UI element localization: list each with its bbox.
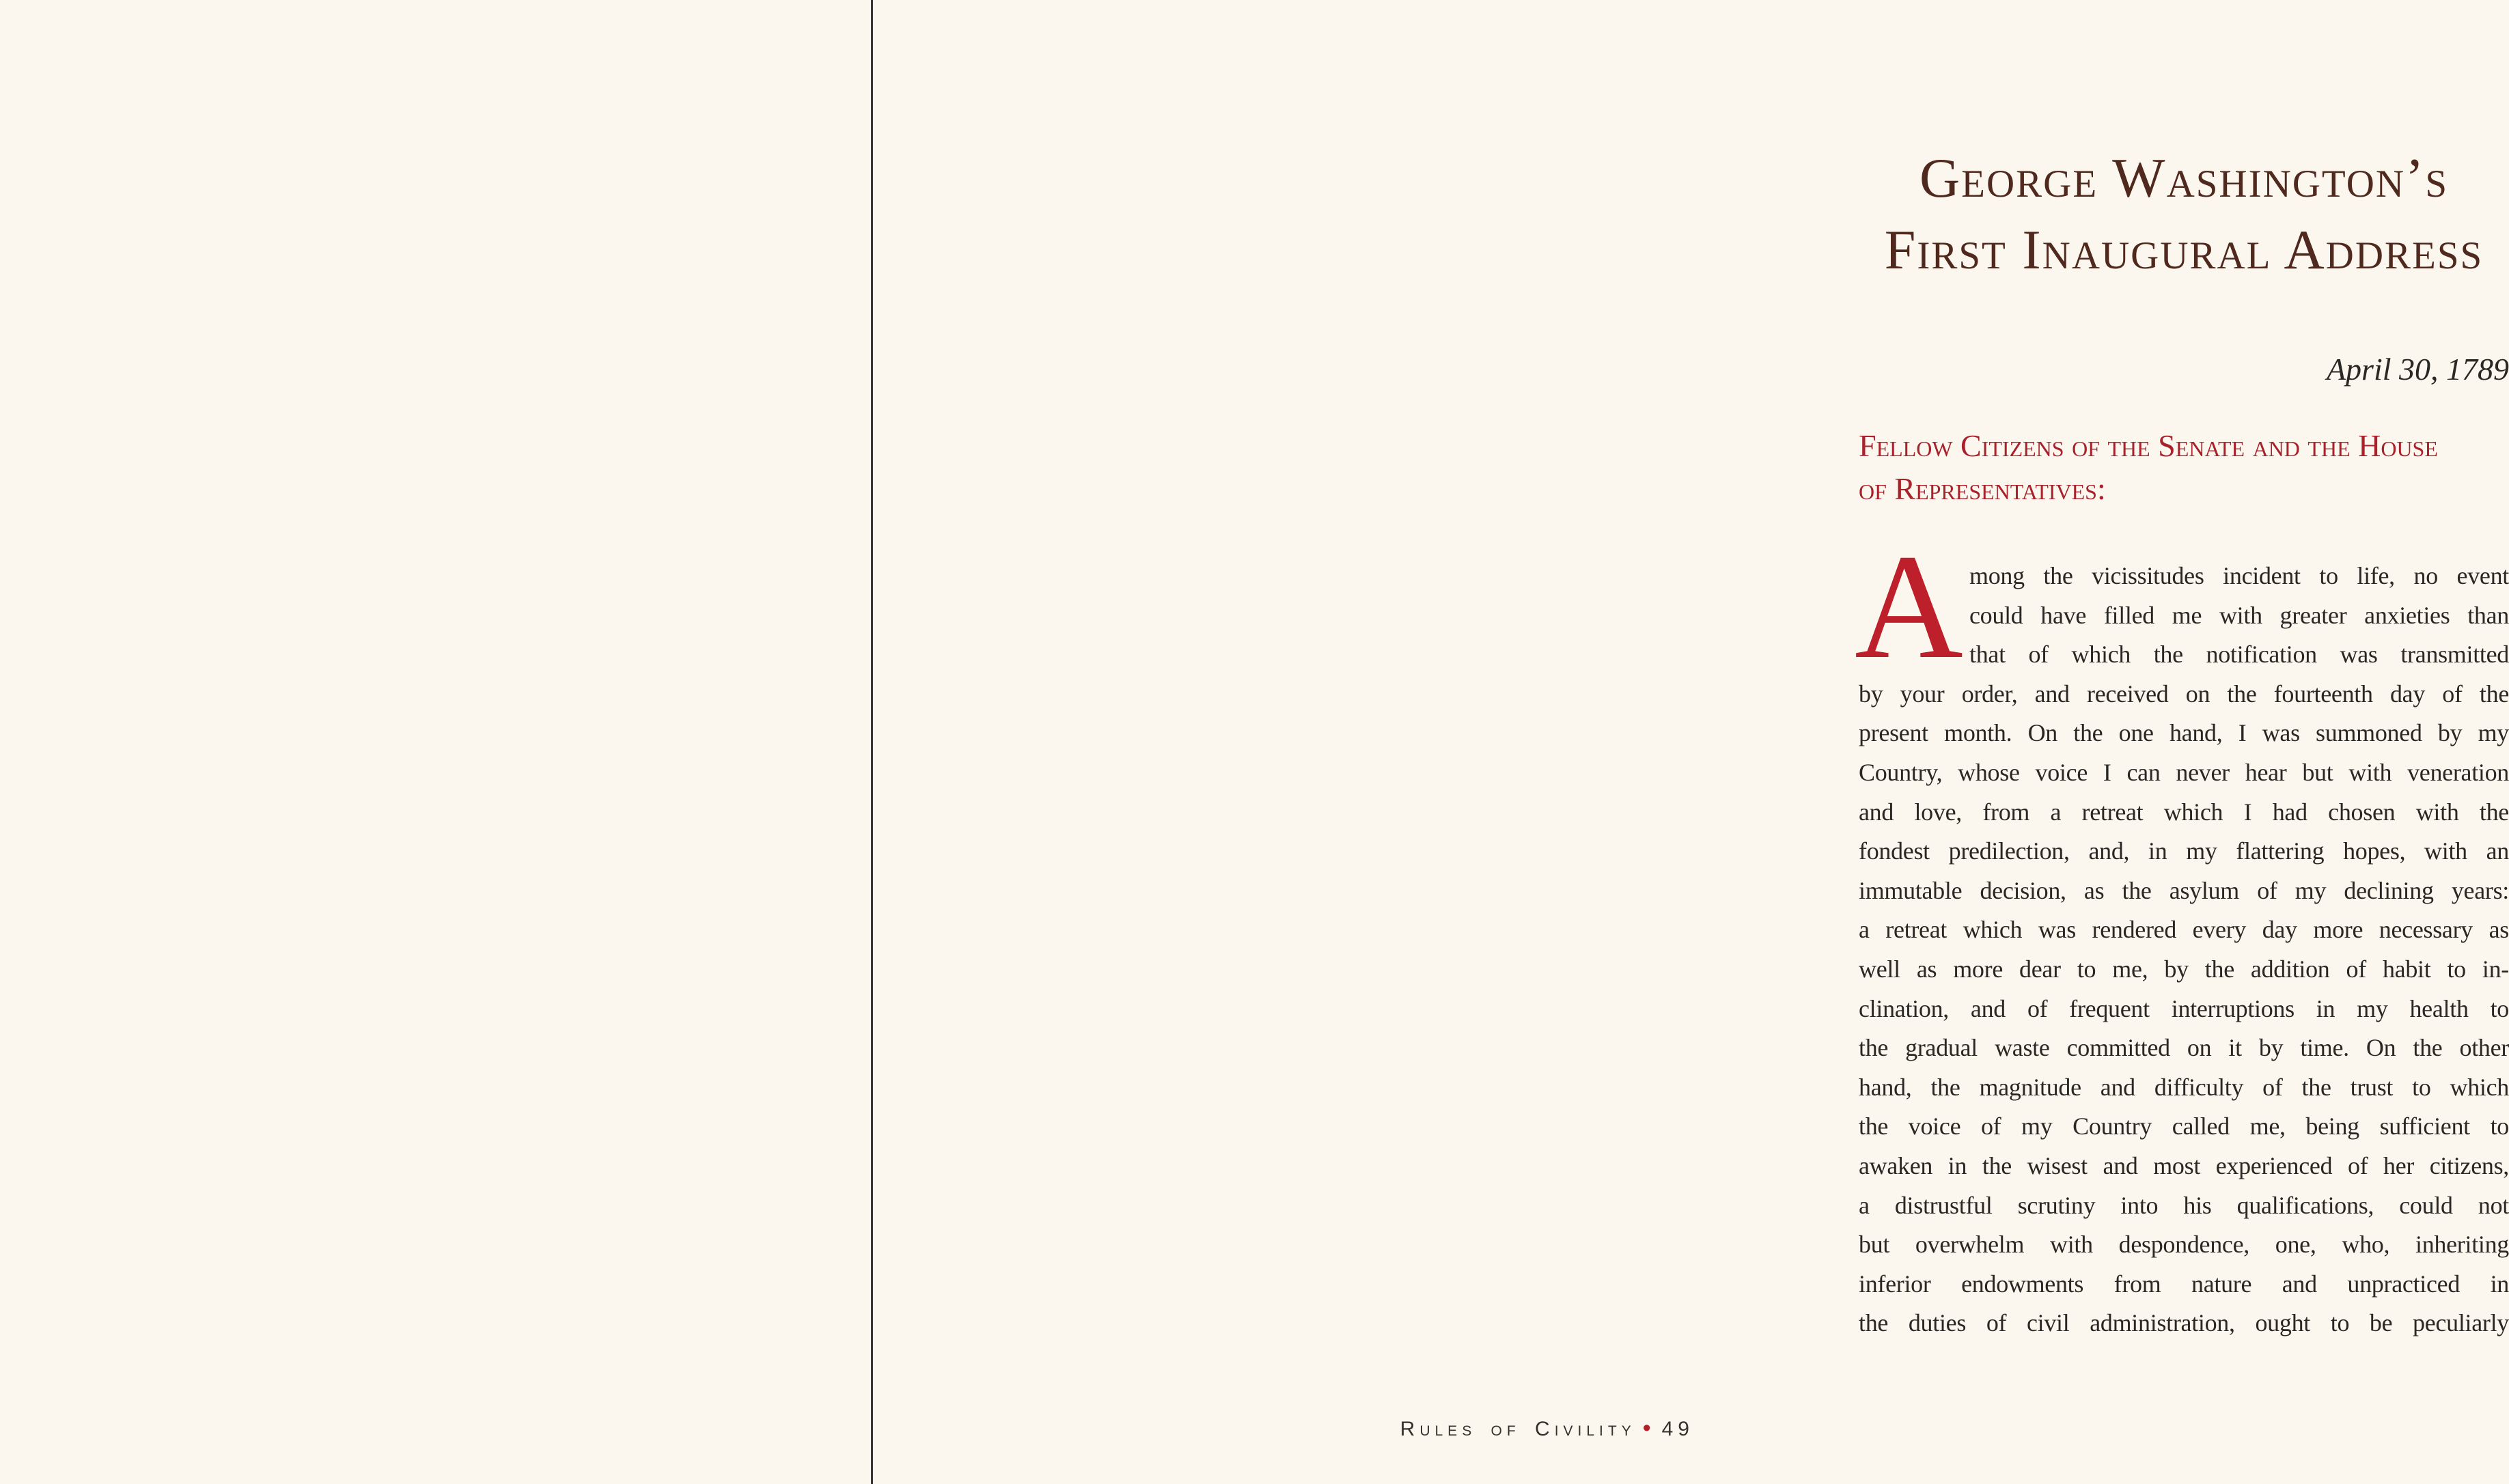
body-line: immutable decision, as the asylum of my declining years: <box>1859 876 2509 904</box>
body-line: mong the vicissitudes incident to life, no event <box>1969 562 2509 589</box>
body-line: hand, the magnitude and difficulty of the trust to which <box>1859 1073 2509 1101</box>
body-line: fondest predilection, and, in my flattering hopes, with an <box>1859 837 2509 865</box>
body-line: and love, from a retreat which I had chosen with the <box>1859 798 2509 826</box>
body-line: that of which the notification was transmitted <box>1969 641 2509 669</box>
body-line: the gradual waste committed on it by time. On the other <box>1859 1034 2509 1062</box>
body-line: the duties of civil administration, ought to be peculiarly <box>1859 1309 2509 1337</box>
body-line: by your order, and received on the fourteenth day of the <box>1859 680 2509 708</box>
footer-page-number: 49 <box>1661 1418 1694 1440</box>
chapter-title-line1: George Washington’s <box>1919 147 2449 209</box>
body-line: well as more dear to me, by the addition of habit to in- <box>1859 955 2509 983</box>
body-line: inferior endowments from nature and unpracticed in <box>1859 1270 2509 1298</box>
drop-cap: A <box>1855 523 1963 690</box>
running-footer <box>1400 1414 1694 1444</box>
right-page <box>873 0 2509 1484</box>
body-line: the voice of my Country called me, being sufficient to <box>1859 1112 2509 1140</box>
salutation <box>1859 424 2509 510</box>
body-line: but overwhelm with despondence, one, who, inheriting <box>1859 1231 2509 1259</box>
speech-date: April 30, 1789 <box>2326 352 2509 387</box>
body-line: a retreat which was rendered every day more necessary as <box>1859 916 2509 944</box>
chapter-title <box>1859 142 2509 285</box>
salutation-line1: Fellow Citizens of the Senate and the House <box>1859 428 2438 463</box>
body-line: present month. On the one hand, I was summoned by my <box>1859 719 2509 747</box>
footer-book-title: Rules of Civility <box>1400 1418 1636 1440</box>
body-line: awaken in the wisest and most experienced of her citizens, <box>1859 1151 2509 1179</box>
body-line: could have filled me with greater anxieties than <box>1969 601 2509 629</box>
footer-bullet-icon: • <box>1642 1415 1651 1441</box>
body-line: Country, whose voice I can never hear but with veneration <box>1859 758 2509 786</box>
left-page-blank <box>0 0 871 1484</box>
body-line: a distrustful scrutiny into his qualifications, could not <box>1859 1191 2509 1219</box>
salutation-line2: of Representatives: <box>1859 471 2106 506</box>
body-text <box>1855 523 2509 1343</box>
body-line: clination, and of frequent interruptions in my health to <box>1859 994 2509 1022</box>
chapter-title-line2: First Inaugural Address <box>1884 219 2484 281</box>
